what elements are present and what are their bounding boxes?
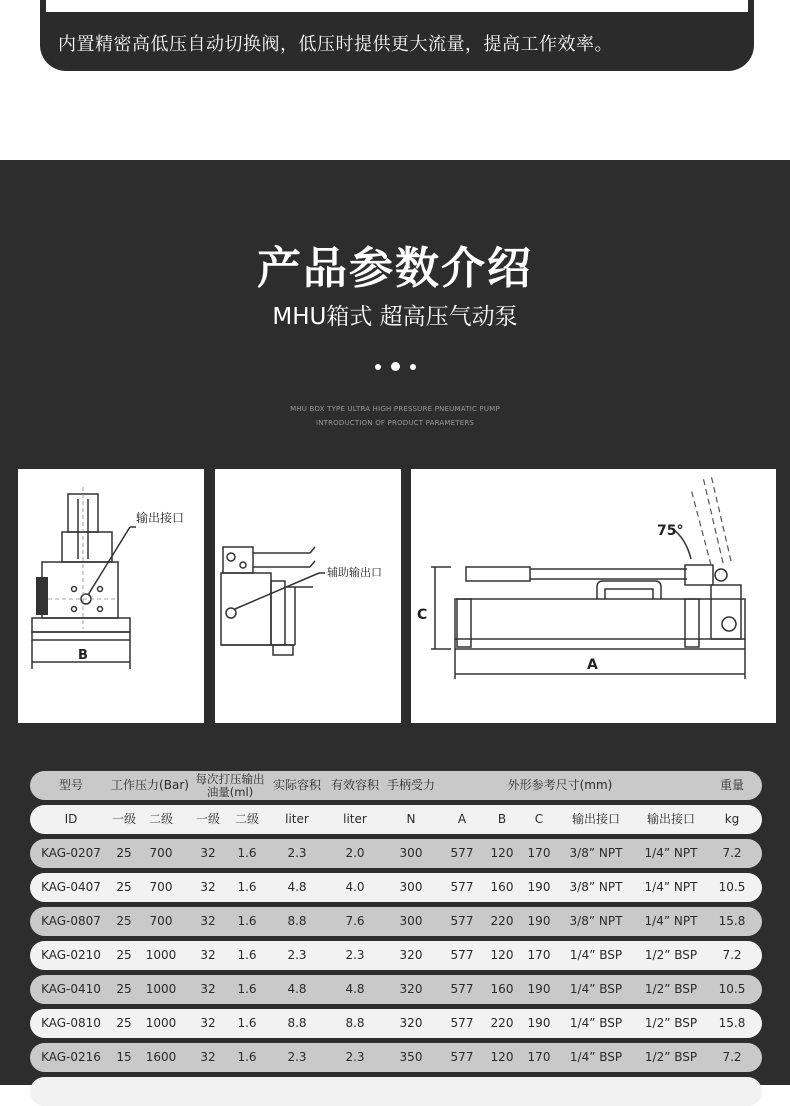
table-cell: 120 bbox=[490, 948, 514, 962]
table-cell: 1.6 bbox=[237, 846, 257, 860]
header-weight: 重量 bbox=[719, 778, 744, 792]
angle-label: 75° bbox=[657, 523, 684, 539]
table-cell: 190 bbox=[527, 982, 551, 996]
table-cell: 190 bbox=[527, 1016, 551, 1030]
table-cell: 160 bbox=[490, 982, 514, 996]
table-cell: 25 bbox=[116, 914, 132, 928]
dimension-a-label: A bbox=[587, 657, 598, 673]
header-cell: 输出接口 bbox=[571, 812, 620, 826]
table-cell: 25 bbox=[116, 1016, 132, 1030]
table-cell: 2.3 bbox=[287, 948, 307, 962]
table-cell: 577 bbox=[450, 982, 474, 996]
long-side-drawing bbox=[411, 469, 776, 723]
table-cell: 10.5 bbox=[718, 982, 746, 996]
table-cell: 25 bbox=[116, 880, 132, 894]
table-cell: 8.8 bbox=[287, 914, 307, 928]
model-id-cell: KAG-0407 bbox=[41, 880, 101, 894]
table-cell: 577 bbox=[450, 1050, 474, 1064]
table-cell: 25 bbox=[116, 846, 132, 860]
table-cell: 1.6 bbox=[237, 914, 257, 928]
table-cell: 1/4” NPT bbox=[644, 914, 698, 928]
english-subtitle-1: MHU BOX TYPE ULTRA HIGH PRESSURE PNEUMATIC PUMP bbox=[290, 405, 500, 413]
table-cell: 32 bbox=[200, 914, 216, 928]
table-cell: 170 bbox=[527, 948, 551, 962]
table-cell: 2.3 bbox=[345, 1050, 365, 1064]
table-cell: 220 bbox=[490, 914, 514, 928]
header-cell: 二级 bbox=[148, 812, 173, 826]
table-cell: 7.2 bbox=[722, 1050, 742, 1064]
dimension-b-label: B bbox=[78, 648, 88, 663]
banner-text: 内置精密高低压自动切换阀，低压时提供更大流量，提高工作效率。 bbox=[58, 34, 613, 55]
table-cell: 320 bbox=[399, 948, 423, 962]
header-cell: kg bbox=[724, 812, 740, 826]
table-cell: 1/2” BSP bbox=[644, 948, 698, 962]
table-cell: 1/2” BSP bbox=[644, 982, 698, 996]
section-subtitle: MHU箱式 超高压气动泵 bbox=[272, 304, 518, 330]
table-cell: 7.6 bbox=[345, 914, 365, 928]
front-view-drawing bbox=[18, 469, 204, 723]
table-row bbox=[30, 839, 762, 868]
header-cell: 二级 bbox=[234, 812, 259, 826]
table-cell: 25 bbox=[116, 948, 132, 962]
header-cell: 输出接口 bbox=[646, 812, 695, 826]
table-row bbox=[30, 1009, 762, 1038]
table-cell: 15 bbox=[116, 1050, 132, 1064]
model-id-cell: KAG-0216 bbox=[41, 1050, 101, 1064]
table-cell: 1000 bbox=[145, 1016, 177, 1030]
header-cell: A bbox=[457, 812, 467, 826]
table-cell: 350 bbox=[399, 1050, 423, 1064]
table-cell: 1.6 bbox=[237, 1050, 257, 1064]
table-cell: 1.6 bbox=[237, 982, 257, 996]
header-model: 型号 bbox=[58, 778, 83, 792]
table-cell: 10.5 bbox=[718, 880, 746, 894]
aux-output-label: 辅助输出口 bbox=[327, 566, 382, 579]
model-id-cell: KAG-0410 bbox=[41, 982, 101, 996]
table-cell: 2.3 bbox=[345, 948, 365, 962]
table-cell: 4.8 bbox=[287, 982, 307, 996]
model-id-cell: KAG-0810 bbox=[41, 1016, 101, 1030]
table-cell: 32 bbox=[200, 948, 216, 962]
table-cell: 1/4” NPT bbox=[644, 880, 698, 894]
header-cell: 一级 bbox=[111, 812, 136, 826]
table-cell: 4.8 bbox=[345, 982, 365, 996]
model-id-cell: KAG-0807 bbox=[41, 914, 101, 928]
output-port-label: 输出接口 bbox=[136, 511, 185, 525]
header-cell: liter bbox=[285, 812, 309, 826]
table-cell: 577 bbox=[450, 948, 474, 962]
table-cell: 3/8” NPT bbox=[569, 880, 623, 894]
table-cell: 2.3 bbox=[287, 846, 307, 860]
table-cell: 160 bbox=[490, 880, 514, 894]
dimension-c-label: C bbox=[417, 607, 428, 623]
top-banner bbox=[40, 0, 754, 71]
table-cell: 3/8” NPT bbox=[569, 846, 623, 860]
table-cell: 190 bbox=[527, 914, 551, 928]
table-cell: 220 bbox=[490, 1016, 514, 1030]
table-cell: 32 bbox=[200, 846, 216, 860]
english-subtitle-2: INTRODUCTION OF PRODUCT PARAMETERS bbox=[315, 419, 475, 427]
table-cell: 32 bbox=[200, 1016, 216, 1030]
table-cell: 32 bbox=[200, 982, 216, 996]
table-cell: 32 bbox=[200, 880, 216, 894]
side-view-drawing bbox=[215, 469, 401, 723]
table-cell: 1/2” BSP bbox=[644, 1050, 698, 1064]
header-effective-capacity: 有效容积 bbox=[330, 778, 379, 792]
table-cell: 1/4” BSP bbox=[569, 982, 623, 996]
header-cell: ID bbox=[64, 812, 78, 826]
table-row bbox=[30, 975, 762, 1004]
table-cell: 7.2 bbox=[722, 948, 742, 962]
table-cell: 3/8” NPT bbox=[569, 914, 623, 928]
table-cell: 1/4” BSP bbox=[569, 948, 623, 962]
table-cell: 1.6 bbox=[237, 1016, 257, 1030]
table-cell: 15.8 bbox=[718, 914, 746, 928]
dot bbox=[410, 364, 416, 370]
table-cell: 320 bbox=[399, 1016, 423, 1030]
banner-inner-panel bbox=[44, 0, 750, 14]
table-cell: 2.0 bbox=[345, 846, 365, 860]
model-id-cell: KAG-0210 bbox=[41, 948, 101, 962]
table-row bbox=[30, 907, 762, 936]
front-view-diagram bbox=[18, 469, 204, 723]
header-cell: 一级 bbox=[195, 812, 220, 826]
table-header-row-1 bbox=[30, 771, 762, 800]
table-cell: 1/4” BSP bbox=[569, 1016, 623, 1030]
table-cell: 1/2” BSP bbox=[644, 1016, 698, 1030]
table-cell: 300 bbox=[399, 880, 423, 894]
table-cell: 577 bbox=[450, 880, 474, 894]
header-working-pressure: 工作压力(Bar) bbox=[111, 778, 189, 792]
table-cell: 577 bbox=[450, 914, 474, 928]
header-cell: liter bbox=[343, 812, 367, 826]
table-cell: 1000 bbox=[145, 982, 177, 996]
table-cell: 2.3 bbox=[287, 1050, 307, 1064]
table-row-partial bbox=[30, 1077, 762, 1106]
table-cell: 7.2 bbox=[722, 846, 742, 860]
header-actual-capacity: 实际容积 bbox=[272, 778, 321, 792]
table-cell: 25 bbox=[116, 982, 132, 996]
side-view-diagram bbox=[215, 469, 401, 723]
table-cell: 15.8 bbox=[718, 1016, 746, 1030]
table-cell: 8.8 bbox=[345, 1016, 365, 1030]
table-cell: 300 bbox=[399, 914, 423, 928]
dot bbox=[391, 362, 400, 371]
table-cell: 4.8 bbox=[287, 880, 307, 894]
header-cell: B bbox=[497, 812, 507, 826]
table-cell: 1.6 bbox=[237, 948, 257, 962]
table-cell: 170 bbox=[527, 846, 551, 860]
table-cell: 1000 bbox=[145, 948, 177, 962]
table-header-row-2 bbox=[30, 805, 762, 834]
table-cell: 32 bbox=[200, 1050, 216, 1064]
table-cell: 1/4” NPT bbox=[644, 846, 698, 860]
table-cell: 170 bbox=[527, 1050, 551, 1064]
table-cell: 190 bbox=[527, 880, 551, 894]
long-side-view-diagram bbox=[411, 469, 776, 723]
table-cell: 700 bbox=[149, 880, 173, 894]
table-cell: 577 bbox=[450, 1016, 474, 1030]
table-cell: 8.8 bbox=[287, 1016, 307, 1030]
header-cell: C bbox=[534, 812, 544, 826]
table-cell: 1/4” BSP bbox=[569, 1050, 623, 1064]
table-cell: 1.6 bbox=[237, 880, 257, 894]
table-cell: 577 bbox=[450, 846, 474, 860]
section-title: 产品参数介绍 bbox=[257, 243, 533, 294]
table-row bbox=[30, 941, 762, 970]
table-cell: 4.0 bbox=[345, 880, 365, 894]
model-id-cell: KAG-0207 bbox=[41, 846, 101, 860]
table-cell: 700 bbox=[149, 914, 173, 928]
table-cell: 120 bbox=[490, 1050, 514, 1064]
header-dimensions: 外形参考尺寸(mm) bbox=[507, 778, 613, 792]
header-cell: N bbox=[406, 812, 416, 826]
header-handle-force: 手柄受力 bbox=[386, 778, 435, 792]
table-cell: 1600 bbox=[145, 1050, 177, 1064]
table-cell: 120 bbox=[490, 846, 514, 860]
header-stroke-output: 每次打压输出油量(ml) bbox=[195, 772, 265, 799]
table-cell: 320 bbox=[399, 982, 423, 996]
dot bbox=[375, 364, 381, 370]
table-cell: 700 bbox=[149, 846, 173, 860]
decorative-dots bbox=[0, 356, 790, 375]
table-cell: 300 bbox=[399, 846, 423, 860]
table-row bbox=[30, 1043, 762, 1072]
table-row bbox=[30, 873, 762, 902]
